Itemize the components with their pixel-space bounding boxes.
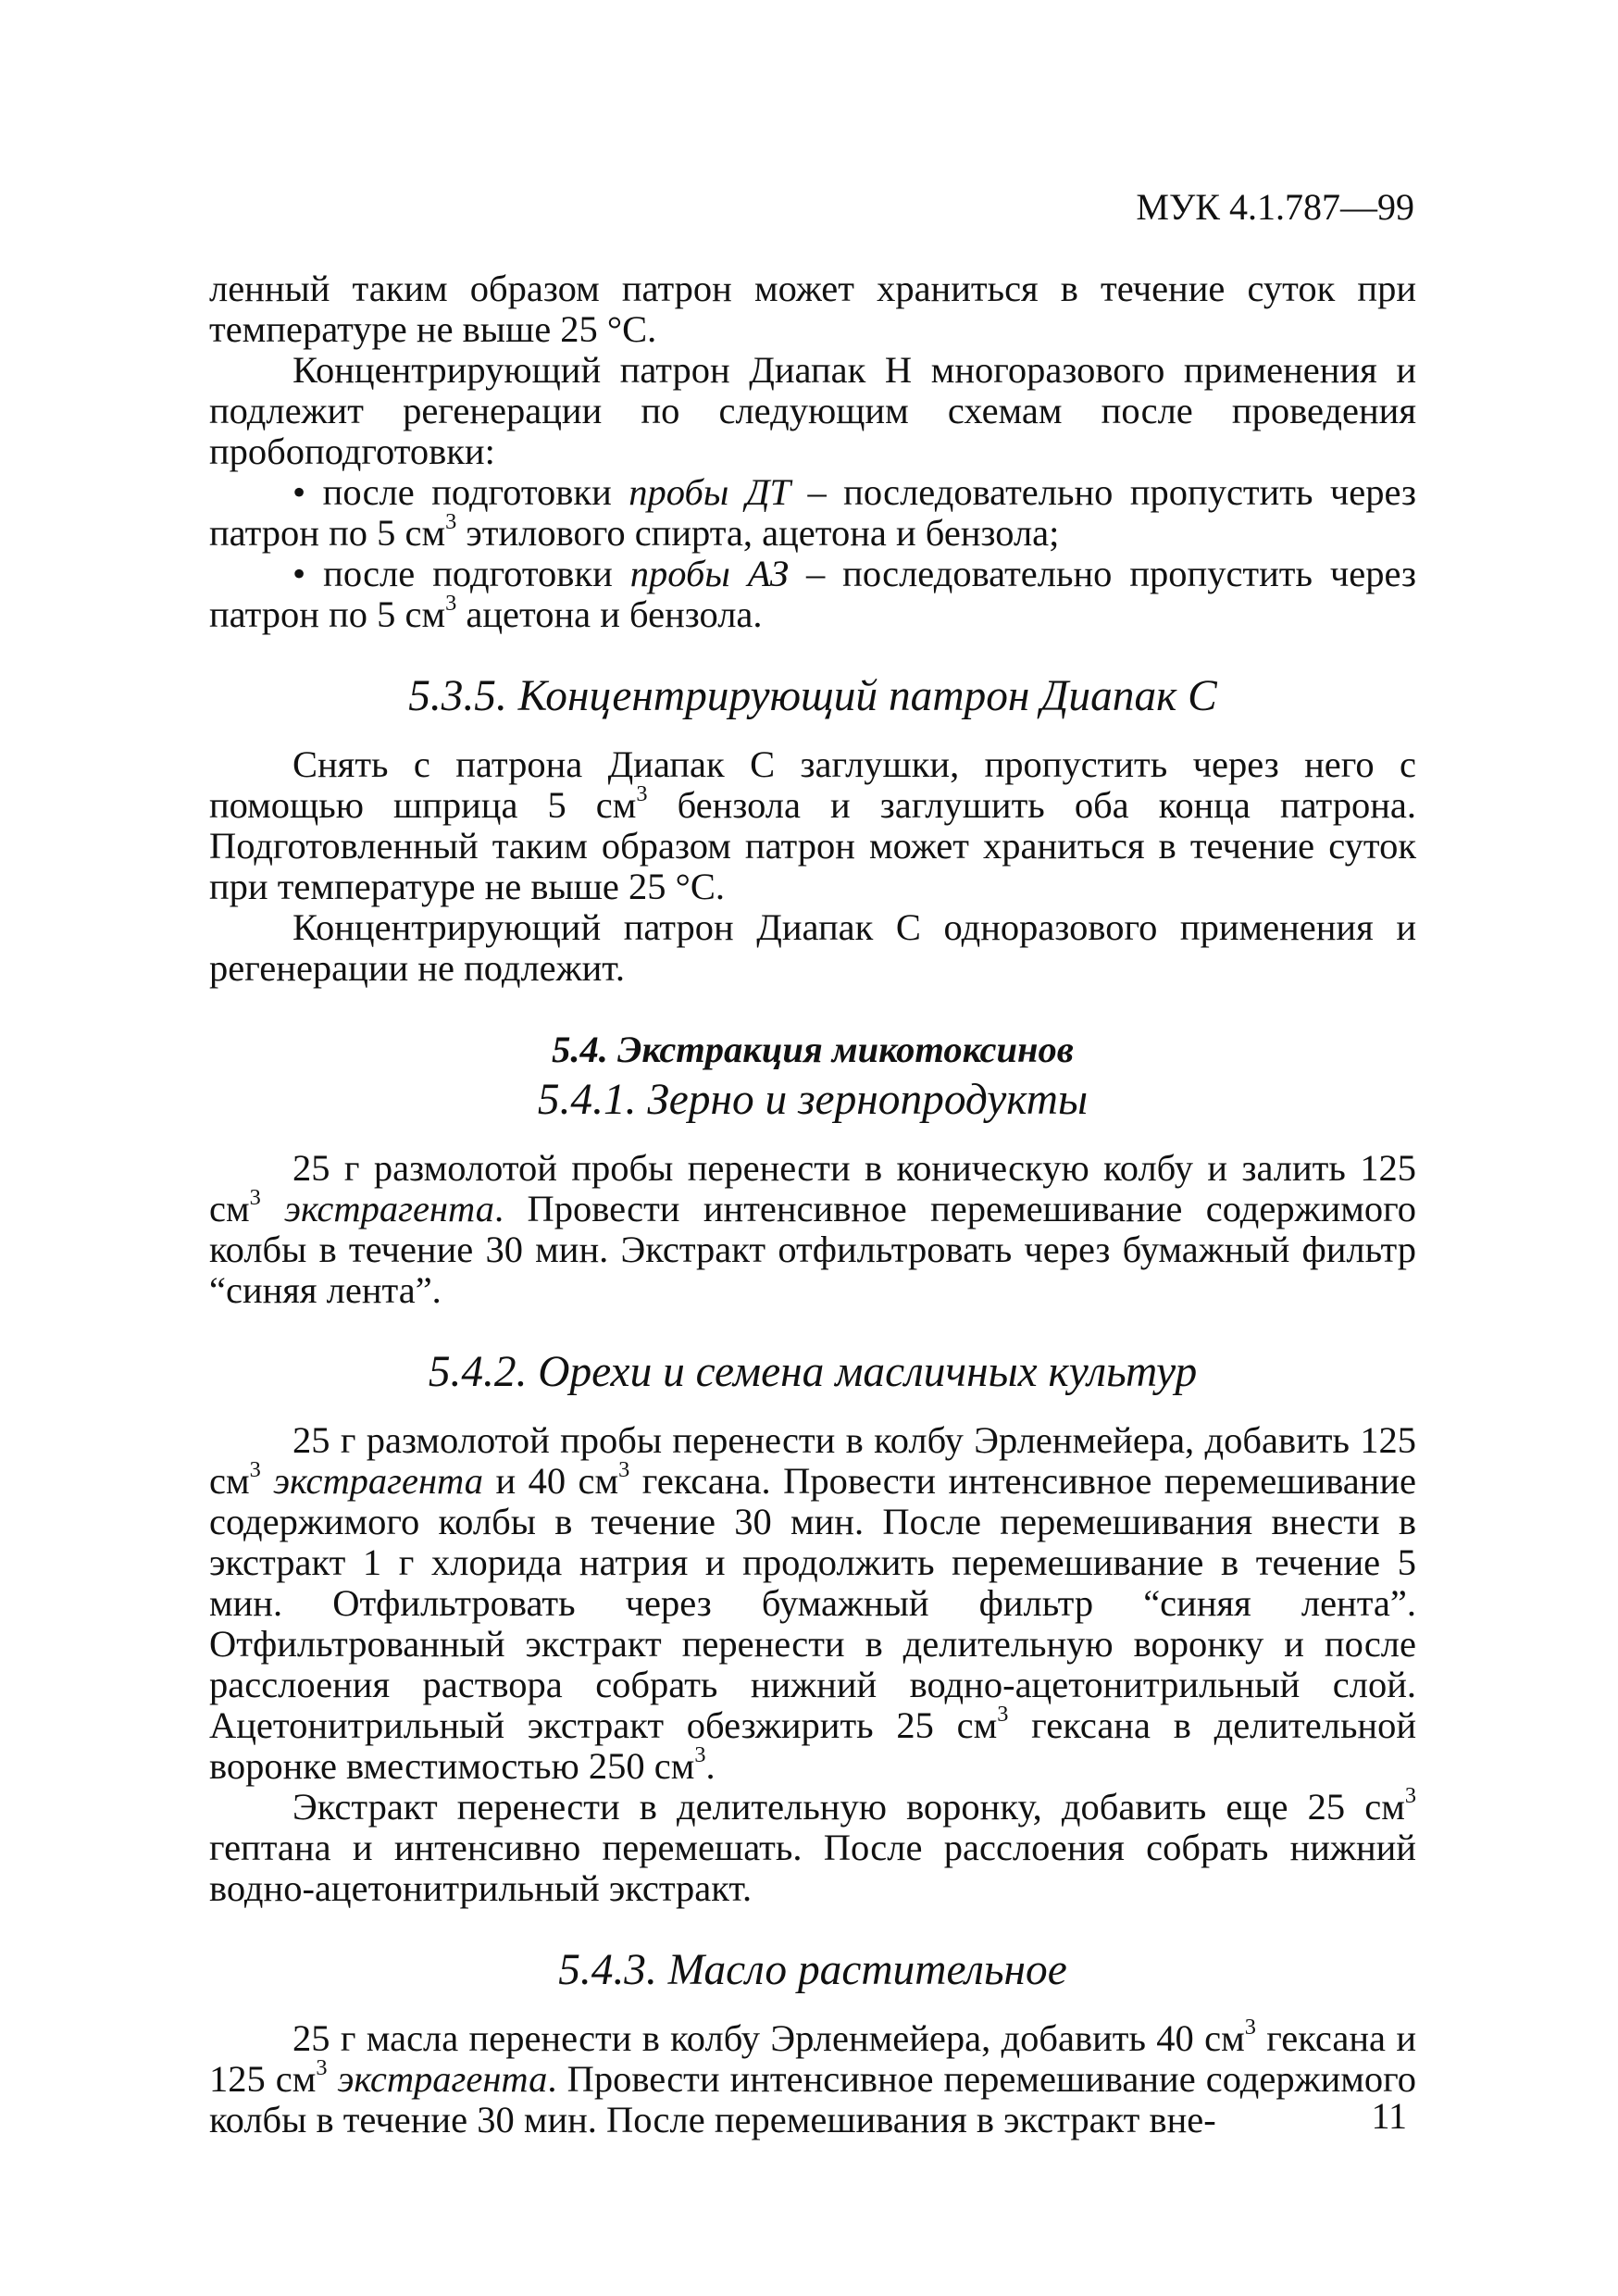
paragraph-text: 25 г размолотой пробы перенести в колбу Эрленмейера, добавить 125 см [209, 1419, 1416, 1502]
bullet-item-az [209, 554, 1416, 635]
paragraph-text [261, 1188, 284, 1229]
paragraph-text: Экстракт перенести в делительную воронку, добавить еще 25 см [292, 1786, 1405, 1828]
superscript: 3 [445, 508, 457, 534]
section-heading-5-4-3: 5.4.3. Масло растительное [558, 1946, 1067, 1994]
emphasis-text: пробы ДТ [629, 471, 790, 513]
bullet-item-dt [209, 472, 1416, 554]
emphasis-text: экстрагента [337, 2058, 548, 2100]
paragraph-regeneration-intro: Концентрирующий патрон Диапак Н многоразового применения и подлежит регенерации по следующим схемам после проведения пробоподготовки: [209, 349, 1416, 472]
paragraph-diapak-c-single-use: Концентрирующий патрон Диапак С одноразового применения и регенерации не подлежит. [209, 906, 1416, 989]
paragraph-text: . [705, 1745, 716, 1787]
bullet-text: • после подготовки [292, 471, 629, 513]
superscript: 3 [1404, 1782, 1416, 1808]
paragraph-text [261, 1460, 273, 1502]
section-heading-5-4: 5.4. Экстракция микотоксинов [552, 1029, 1074, 1070]
emphasis-text: экстрагента [273, 1460, 484, 1502]
paragraph-text: гексана. Провести интенсивное перемешивание содержимого колбы в течение 30 мин. После перемешивания внести в экстракт 1 г хлорида натрия и продолжить перемешивание в течение 5 мин. Отфильтровать через бумажный фильтр “синяя лента”. Отфильтрованный экстракт перенести в делительную воронку и после расслоения раствора собрать нижний водно-ацетонитрильный слой. Ацетонитрильный экстракт обезжирить 25 см [209, 1460, 1417, 1746]
paragraph-text: бензола и заглушить оба конца патрона. Подготовленный таким образом патрон может храниться в течение суток при температуре не выше 25 °С. [209, 784, 1417, 907]
paragraph-text: и 40 см [483, 1460, 619, 1502]
paragraph-nuts-seeds [209, 1420, 1416, 1787]
paragraph-text: 25 г масла перенести в колбу Эрленмейера, добавить 40 см [292, 2017, 1245, 2059]
emphasis-text: пробы АЗ [629, 553, 789, 594]
superscript: 3 [997, 1701, 1009, 1727]
superscript: 3 [445, 590, 457, 616]
bullet-text: • после подготовки [292, 553, 630, 594]
paragraph-heptane [209, 1782, 1416, 1909]
paragraph-text: гексана в делительной воронке вместимостью 250 см [209, 1704, 1417, 1787]
section-heading-5-4-1: 5.4.1. Зерно и зернопродукты [537, 1076, 1089, 1124]
superscript: 3 [316, 2054, 328, 2080]
paragraph-text: Снять с патрона Диапак С заглушки, пропустить через него с помощью шприца 5 см [209, 743, 1416, 826]
paragraph-diapak-c-prep [209, 744, 1416, 907]
superscript: 3 [249, 1184, 261, 1210]
superscript: 3 [249, 1456, 261, 1482]
bullet-text: ацетона и бензола. [456, 593, 763, 635]
paragraph-text: . Провести интенсивное перемешивание содержимого колбы в течение 30 мин. Экстракт отфильтровать через бумажный фильтр “синяя лента”. [209, 1188, 1416, 1311]
bullet-text: – последовательно пропустить через патрон по 5 см [209, 553, 1417, 635]
bullet-text: этилового спирта, ацетона и бензола; [456, 512, 1060, 554]
paragraph-text: гептана и интенсивно перемешать. После расслоения собрать нижний водно-ацетонитрильный экстракт. [209, 1827, 1416, 1909]
superscript: 3 [618, 1456, 630, 1482]
paragraph-continuation: ленный таким образом патрон может храниться в течение суток при температуре не выше 25 °С. [209, 268, 1416, 350]
paragraph-text: 25 г размолотой пробы перенести в коническую колбу и залить 125 см [209, 1147, 1416, 1229]
paragraph-text [328, 2058, 338, 2100]
paragraph-text: . Провести интенсивное перемешивание содержимого колбы в течение 30 мин. После перемешивания в экстракт вне- [209, 2058, 1416, 2140]
document-code: МУК 4.1.787—99 [1136, 186, 1414, 228]
page-body [209, 268, 1416, 2140]
paragraph-vegetable-oil [209, 2014, 1416, 2140]
page-number: 11 [1371, 2095, 1407, 2137]
superscript: 3 [1244, 2014, 1256, 2040]
paragraph-text: гексана и 125 см [209, 2017, 1416, 2100]
emphasis-text: экстрагента [284, 1188, 494, 1229]
section-heading-5-3-5: 5.3.5. Концентрирующий патрон Диапак С [408, 672, 1217, 720]
paragraph-grain [209, 1148, 1416, 1311]
bullet-text: – последовательно пропустить через патрон по 5 см [209, 471, 1416, 554]
section-heading-5-4-2: 5.4.2. Орехи и семена масличных культур [428, 1348, 1198, 1396]
superscript: 3 [636, 780, 648, 806]
superscript: 3 [694, 1741, 706, 1767]
